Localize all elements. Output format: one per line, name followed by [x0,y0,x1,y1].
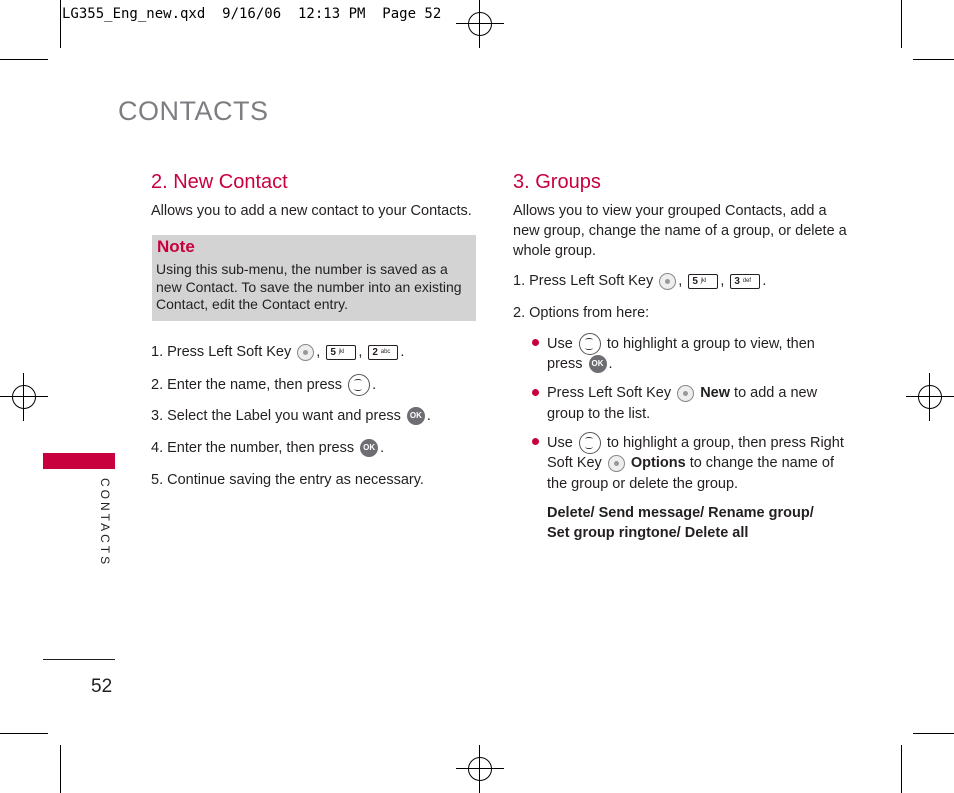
print-slug: LG355_Eng_new.qxd 9/16/06 12:13 PM Page 52 [62,6,442,22]
page-number-rule [43,659,115,660]
bullet-icon [532,438,539,445]
crop-mark [0,59,48,60]
groups-step-2: 2. Options from here: [513,305,650,321]
note-title: Note [157,237,195,256]
groups-option-1-line-1: Use to highlight a group to view, then [547,333,815,355]
page-title: CONTACTS [118,96,269,126]
key-2-icon: 2 $^{abc}$ [368,345,398,360]
ok-key-icon: OK [407,407,425,425]
navigation-key-icon [579,432,601,454]
groups-step-1: 1. Press Left Soft Key , 5 $^{jkl}$ , 3 $^{def}$ . [513,273,767,289]
groups-option-3-line-2: Soft Key Options to change the name of [547,455,834,471]
groups-options-list-line-2: Set group ringtone/ Delete all [547,525,749,541]
key-3-icon: 3 $^{def}$ [730,274,760,289]
note-box [152,235,476,321]
crop-mark [913,733,954,734]
bullet-icon [532,339,539,346]
crop-mark [60,745,61,793]
new-contact-step-4: 4. Enter the number, then press OK . [151,440,385,456]
registration-mark-icon [0,373,48,421]
groups-option-3-line-1: Use to highlight a group, then press Right [547,432,844,454]
crop-mark [913,59,954,60]
new-contact-intro: Allows you to add a new contact to your Contacts. [151,203,472,219]
new-contact-heading: 2. New Contact [151,171,288,193]
navigation-key-icon [348,374,370,396]
key-5-icon: 5 $^{jkl}$ [326,345,356,360]
registration-mark-icon [456,745,504,793]
groups-options-list-line-1: Delete/ Send message/ Rename group/ [547,505,814,521]
registration-mark-icon [456,0,504,48]
crop-mark [901,0,902,48]
key-5-icon: 5 $^{jkl}$ [688,274,718,289]
note-text: Using this sub-menu, the number is saved as a new Contact. To save the number into an existing Contact, edit the Contact entry. [156,261,462,312]
groups-heading: 3. Groups [513,171,601,193]
side-section-label: CONTACTS [98,478,112,568]
registration-mark-icon [906,373,954,421]
navigation-key-icon [579,333,601,355]
soft-key-icon [659,273,676,290]
page-number: 52 [91,676,113,697]
section-tab [43,453,115,469]
crop-mark [60,0,61,48]
new-contact-step-2: 2. Enter the name, then press . [151,374,376,396]
new-contact-step-5: 5. Continue saving the entry as necessary. [151,472,424,488]
ok-key-icon: OK [360,439,378,457]
soft-key-icon [297,344,314,361]
new-contact-step-1: 1. Press Left Soft Key , 5 $^{jkl}$ , 2 $^{abc}$ . [151,344,405,360]
bullet-icon [532,389,539,396]
crop-mark [901,745,902,793]
groups-option-3-line-3: the group or delete the group. [547,476,739,492]
groups-option-1-line-2: press OK . [547,356,613,372]
groups-intro: Allows you to view your grouped Contacts, add a new group, change the name of a group, or delete a whole group. [513,203,847,259]
crop-mark [0,733,48,734]
groups-option-2-line-2: group to the list. [547,406,651,422]
ok-key-icon: OK [589,355,607,373]
soft-key-icon [677,385,694,402]
groups-option-2-line-1: Press Left Soft Key New to add a new [547,385,818,401]
new-contact-step-3: 3. Select the Label you want and press OK . [151,408,431,424]
soft-key-icon [608,455,625,472]
